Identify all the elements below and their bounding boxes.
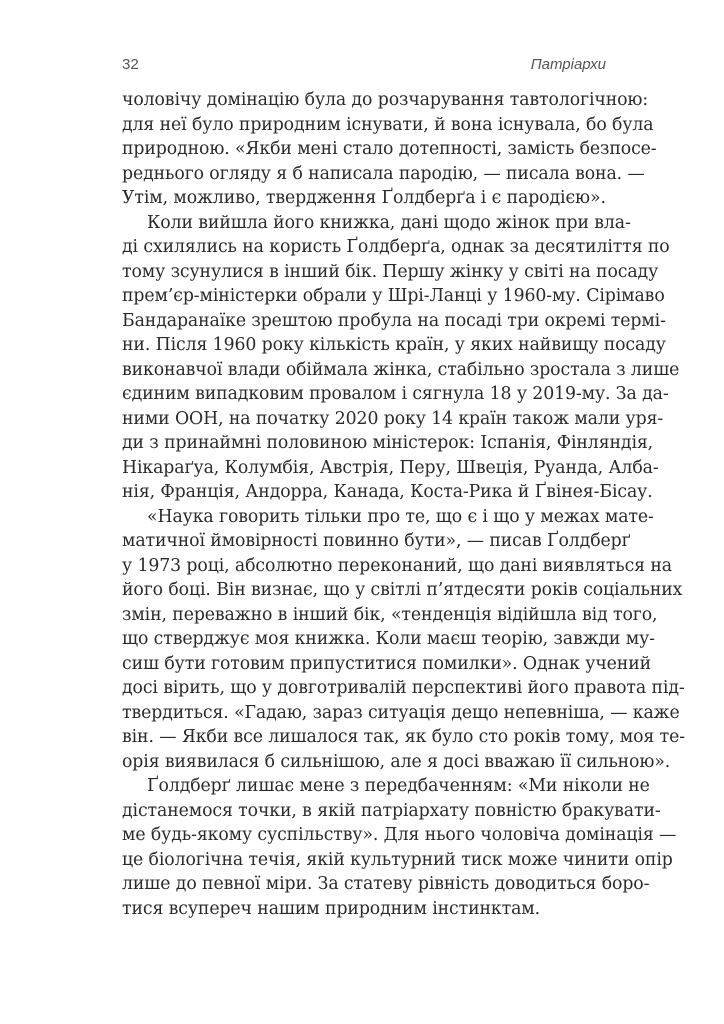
text-line: змін, переважно в інший бік, «тенденція відійшла від того, xyxy=(122,604,658,625)
page-number: 32 xyxy=(122,56,139,73)
text-line: досі вірить, що у довготривалій перспективі його правота під- xyxy=(122,678,685,698)
text-line: орія виявилася б сильнішою, але я досі вважаю її сильною». xyxy=(122,751,671,772)
text-line: прем’єр-міністерки обрали у Шрі-Ланці у 1960-му. Сірімаво xyxy=(122,286,665,306)
text-line: «Наука говорить тільки про те, що є і що у межах мате- xyxy=(147,506,654,527)
text-line: лише до певної міри. За статеву рівність доводиться боро- xyxy=(122,874,650,894)
text-line: чоловічу домінацію була до розчарування тавтологічною: xyxy=(122,90,649,110)
paragraph xyxy=(122,774,677,921)
text-line: у 1973 році, абсолютно переконаний, що дані виявляться на xyxy=(122,555,672,576)
text-line: Утім, можливо, твердження Ґолдберґа і є пародією». xyxy=(122,188,606,208)
text-line: його боці. Він визнає, що у світлі п’ятдесяти років соціальних xyxy=(122,580,683,600)
text-line: матичної ймовірності повинно бути», — писав Ґолдберґ xyxy=(122,531,631,551)
text-line: дістанемося точки, в якій патріархату повністю бракувати- xyxy=(122,800,661,821)
text-line: що стверджує моя книжка. Коли маєш теорію, завжди му- xyxy=(122,629,655,649)
text-line: природною. «Якби мені стало дотепності, замість безпосе- xyxy=(122,139,657,159)
text-line: твердиться. «Гадаю, зараз ситуація дещо непевніша, — каже xyxy=(122,702,680,723)
text-line: реднього огляду я б написала пародію, — писала вона. — xyxy=(122,163,645,184)
paragraph xyxy=(122,505,685,775)
page-body xyxy=(122,88,685,921)
text-line: Бандаранаїке зрештою пробула на посаді три окремі термі- xyxy=(122,310,666,331)
paragraph xyxy=(122,88,657,211)
text-line: Нікараґуа, Колумбія, Австрія, Перу, Швеція, Руанда, Алба- xyxy=(122,457,659,478)
text-line: тому зсунулися в інший бік. Першу жінку у світі на посаду xyxy=(122,261,659,282)
text-line: ди з принаймні половиною міністерок: Іспанія, Фінляндія, xyxy=(122,433,654,453)
paragraph xyxy=(122,211,680,505)
text-line: для неї було природним існувати, й вона існувала, бо була xyxy=(122,114,654,135)
text-line: він. — Якби все лишалося так, як було сто років тому, моя те- xyxy=(122,727,685,747)
text-line: нія, Франція, Андорра, Канада, Коста-Рика й Ґвінея-Бісау. xyxy=(122,482,653,502)
text-line: ними ООН, на початку 2020 року 14 країн також мали уря- xyxy=(122,408,664,429)
text-line: ни. Після 1960 року кількість країн, у яких найвищу посаду xyxy=(122,335,666,355)
text-line: єдиним випадковим провалом і сягнула 18 у 2019-му. За да- xyxy=(122,384,669,404)
text-line: сиш бути готовим припуститися помилки». Однак учений xyxy=(122,653,652,674)
text-line: Ґолдберґ лишає мене з передбаченням: «Ми ніколи не xyxy=(147,776,650,796)
text-line: це біологічна течія, якій культурний тиск може чинити опір xyxy=(122,849,673,870)
text-line: ме будь-якому суспільству». Для нього чоловіча домінація — xyxy=(122,825,677,845)
text-line: ді схилялись на користь Ґолдберґа, однак за десятиліття по xyxy=(122,237,670,257)
page-header xyxy=(122,56,606,80)
text-line: тися всупереч нашим природним інстинктам. xyxy=(122,898,541,919)
text-line: виконавчої влади обіймала жінка, стабільно зростала з лише xyxy=(122,359,680,380)
running-title: Патріархи xyxy=(530,56,606,73)
text-line: Коли вийшла його книжка, дані щодо жінок при вла- xyxy=(147,212,631,233)
